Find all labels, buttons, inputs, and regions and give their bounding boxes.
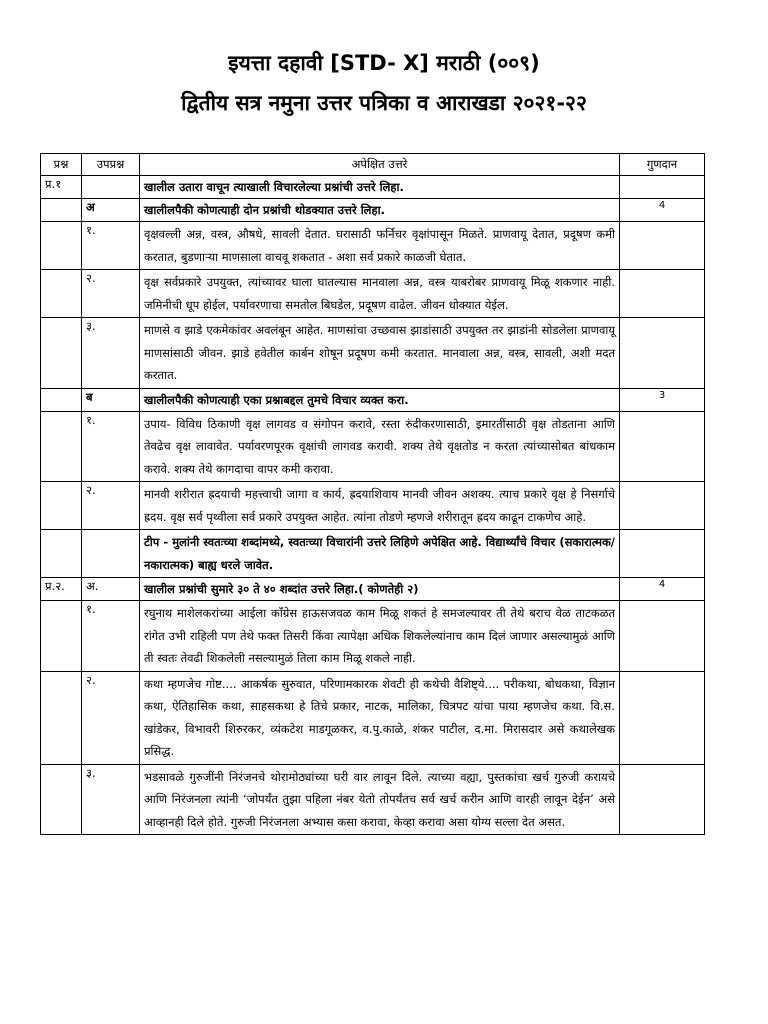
subquestion-label: १. [82, 601, 140, 672]
question-number [41, 199, 82, 222]
question-number [41, 601, 82, 672]
question-number [41, 482, 82, 530]
document-subtitle: द्वितीय सत्र नमुना उत्तर पत्रिका व आराखडा २०२१-२२ [181, 91, 587, 115]
section-instruction: खालील प्रश्नांची सुमारे ३० ते ४० शब्दांत उत्तरे लिहा.( कोणतेही २) [140, 578, 620, 601]
marks-cell [620, 411, 705, 482]
subquestion-label [82, 176, 140, 199]
marks-cell: 4 [620, 578, 705, 601]
question-number [41, 764, 82, 835]
section-instruction: खालीलपैकी कोणत्याही एका प्रश्नाबद्दल तुमचे विचार व्यक्त करा. [140, 388, 620, 411]
column-header-subquestion: उपप्रश्न [82, 154, 140, 176]
subquestion-label: २. [82, 671, 140, 764]
question-number [41, 411, 82, 482]
subquestion-label: १. [82, 222, 140, 270]
table-row [41, 176, 705, 199]
table-row [41, 199, 705, 222]
subquestion-label: ब [82, 388, 140, 411]
subquestion-label: २. [82, 482, 140, 530]
marks-cell [620, 671, 705, 764]
table-row [41, 482, 705, 530]
answer-key-table [40, 153, 705, 835]
answer-text: उपाय- विविध ठिकाणी वृक्ष लागवड व संगोपन करावे, रस्ता रुंदीकरणासाठी, इमारतींसाठी वृक्ष तोडताना आणि तेवढेच वृक्ष लावावेत. पर्यावरणपूरक वृक्षांची लागवड करावी. शक्य तेथे वृक्षतोड न करता त्यांच्यासोबत बांधकाम करावे. शक्य तेथे कागदाचा वापर कमी करावा. [140, 411, 620, 482]
document-title: इयत्ता दहावी [STD- X] मराठी (००९) [228, 51, 540, 75]
question-number [41, 671, 82, 764]
table-row [41, 671, 705, 764]
table-row [41, 601, 705, 672]
answer-text: वृक्षवल्ली अन्न, वस्त्र, औषधे, सावली देतात. घरासाठी फर्निचर वृक्षांपासून मिळते. प्राणवायू देतात, प्रदूषण कमी करतात, बुडणाऱ्या माणसाला वाचवू शकतात - अशा सर्व प्रकारे काळजी घेतात. [140, 222, 620, 270]
marks-cell [620, 764, 705, 835]
subquestion-label [82, 530, 140, 578]
column-header-marks: गुणदान [620, 154, 705, 176]
table-row [41, 388, 705, 411]
answer-text: माणसे व झाडे एकमेकांवर अवलंबून आहेत. माणसांचा उच्छवास झाडांसाठी उपयुक्त तर झाडांनी सोडलेला प्राणवायू माणसांसाठी जीवन. झाडे हवेतील कार्बन शोषून प्रदूषण कमी करतात. मानवाला अन्न, वस्त्र, सावली, अशी मदत करतात. [140, 318, 620, 389]
question-number [41, 270, 82, 318]
question-number [41, 530, 82, 578]
subquestion-label: अ [82, 199, 140, 222]
question-number: प्र.२. [41, 578, 82, 601]
column-header-question: प्रश्न [41, 154, 82, 176]
subquestion-label: ३. [82, 764, 140, 835]
marks-cell [620, 270, 705, 318]
marks-cell [620, 318, 705, 389]
table-row [41, 764, 705, 835]
answer-text: भडसावळे गुरुजींनी निरंजनचे थोरामोठ्यांच्या घरी वार लावून दिले. त्याच्या वह्या, पुस्तकांचा खर्च गुरुजी करायचे आणि निरंजनला त्यांनी ‘जोपर्यंत तुझा पहिला नंबर येतो तोपर्यंतच सर्व खर्च करीन आणि वारही लावून देईन’ असे आव्हानही दिले होते. गुरुजी निरंजनला अभ्यास कसा करावा, केव्हा करावा असा योग्य सल्ला देत असत. [140, 764, 620, 835]
table-row [41, 411, 705, 482]
table-row [41, 222, 705, 270]
question-number [41, 388, 82, 411]
marks-cell [620, 482, 705, 530]
section-instruction: खालीलपैकी कोणत्याही दोन प्रश्नांची थोडक्यात उत्तरे लिहा. [140, 199, 620, 222]
marks-cell [620, 530, 705, 578]
marks-cell: 4 [620, 199, 705, 222]
subquestion-label: १. [82, 411, 140, 482]
subquestion-label: २. [82, 270, 140, 318]
question-number [41, 318, 82, 389]
subquestion-label: अ. [82, 578, 140, 601]
question-number [41, 222, 82, 270]
answer-text: रघुनाथ माशेलकरांच्या आईला कॉंग्रेस हाऊसजवळ काम मिळू शकतं हे समजल्यावर ती तेथे बराच वेळ ताटकळत रांगेत उभी राहिली पण तेथे फक्त तिसरी किंवा त्यापेक्षा अधिक शिकलेल्यांनाच काम दिलं जाणार असल्यामुळं आणि ती स्वतः तेवढी शिकलेली नसल्यामुळं तिला काम मिळू शकले नाही. [140, 601, 620, 672]
column-header-expected-answers: अपेक्षित उत्तरे [140, 154, 620, 176]
table-header-row [41, 154, 705, 176]
marks-cell [620, 176, 705, 199]
table-row [41, 270, 705, 318]
note-text: टीप - मुलांनी स्वतःच्या शब्दांमध्ये, स्वतःच्या विचारांनी उत्तरे लिहिणे अपेक्षित आहे. विद्यार्थ्यांचे विचार (सकारात्मक/नकारात्मक) बाह्य धरले जावेत. [140, 530, 620, 578]
answer-text: कथा म्हणजेच गोष्ट.... आकर्षक सुरुवात, परिणामकारक शेवटी ही कथेची वैशिष्ट्ये.... परीकथा, बोधकथा, विज्ञान कथा, ऐतिहासिक कथा, साहसकथा हे तिचे प्रकार, नाटक, मालिका, चित्रपट यांचा पाया म्हणजेच कथा. वि.स. खांडेकर, विभावरी शिरुरकर, व्यंकटेश माडगूळकर, व.पु.काळे, शंकर पाटील, द.मा. मिरासदार असे कथालेखक प्रसिद्ध. [140, 671, 620, 764]
marks-cell [620, 222, 705, 270]
marks-cell [620, 601, 705, 672]
marks-cell: 3 [620, 388, 705, 411]
subquestion-label: ३. [82, 318, 140, 389]
question-number: प्र.१ [41, 176, 82, 199]
section-instruction: खालील उतारा वाचून त्याखाली विचारलेल्या प्रश्नांची उत्तरे लिहा. [140, 176, 620, 199]
table-row [41, 578, 705, 601]
table-row [41, 318, 705, 389]
table-row [41, 530, 705, 578]
answer-text: वृक्ष सर्वप्रकारे उपयुक्त, त्यांच्यावर घाला घातल्यास मानवाला अन्न, वस्त्र याबरोबर प्राणवायू मिळू शकणार नाही. जमिनीची धूप होईल, पर्यावरणाचा समतोल बिघडेल, प्रदूषण वाढेल. जीवन धोक्यात येईल. [140, 270, 620, 318]
answer-text: मानवी शरीरात ह्रदयाची महत्त्वाची जागा व कार्य, ह्रदयाशिवाय मानवी जीवन अशक्य. त्याच प्रकारे वृक्ष हे निसर्गाचे ह्रदय. वृक्ष सर्व पृथ्वीला सर्व प्रकारे उपयुक्त आहेत. त्यांना तोडणे म्हणजे शरीरातून ह्रदय काढून टाकणेच आहे. [140, 482, 620, 530]
